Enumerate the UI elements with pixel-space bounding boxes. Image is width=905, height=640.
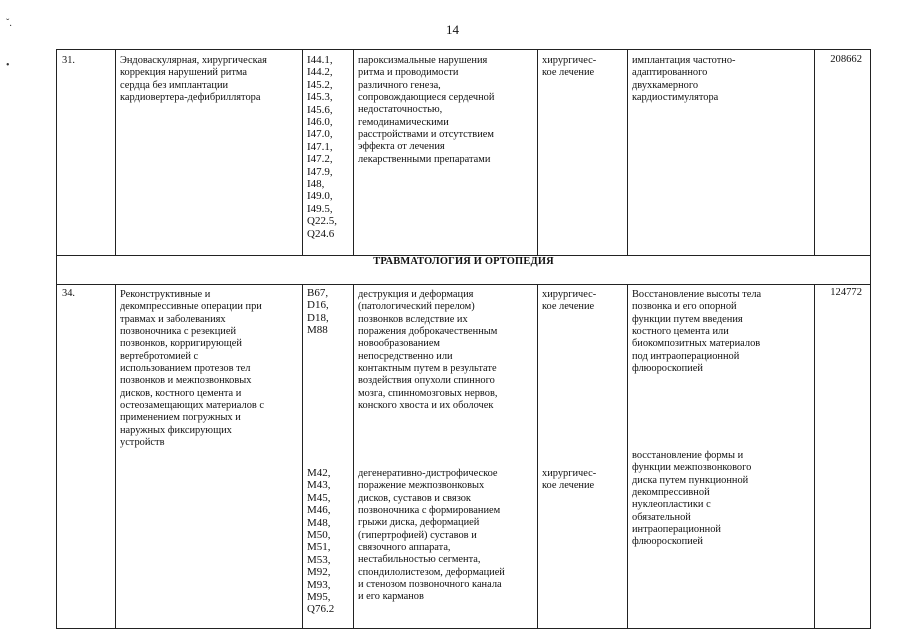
row-divider: [57, 284, 870, 285]
margin-mark: ˇ.: [6, 18, 12, 29]
treatment-type: хирургичес- кое лечение: [542, 289, 597, 313]
margin-mark: •: [6, 60, 10, 71]
service-name: Реконструктивные и декомпрессивные операции при травмах и заболеваниях позвоночника с резекцией позвонков, корригирующей вертебротомией с использованием протезов тел позвонков и межпозвонковых дисков, костного цемента и остеозамещающих материалов с применением погружных и наружных фиксирующих устройств: [120, 289, 265, 449]
table-bottom-border: [57, 628, 870, 629]
column-divider: [302, 284, 303, 628]
column-divider: [814, 284, 815, 628]
column-divider: [537, 50, 538, 255]
patient-condition: пароксизмальные нарушения ритма и проводимости различного генеза, сопровождающиеся сердечной недостаточностью, гемодинамическими расстройствами и отсутствием эффекта от лечения лекарственными препаратами: [358, 55, 495, 165]
column-divider: [353, 50, 354, 255]
cost-value: 208662: [830, 54, 862, 65]
column-divider: [353, 284, 354, 628]
treatment-type: хирургичес- кое лечение: [542, 468, 597, 492]
service-name: Эндоваскулярная, хирургическая коррекция нарушений ритма сердца без имплантации кардиовертера-дефибриллятора: [120, 55, 267, 104]
cost-value: 124772: [830, 287, 862, 298]
row-number: 34.: [62, 288, 75, 299]
services-table: [56, 49, 871, 629]
column-divider: [627, 50, 628, 255]
section-header: ТРАВМАТОЛОГИЯ И ОРТОПЕДИЯ: [373, 256, 554, 267]
column-divider: [302, 50, 303, 255]
column-divider: [627, 284, 628, 628]
patient-condition: деструкция и деформация (патологический перелом) позвонков вследствие их поражения доброкачественным новообразованием непосредственно или контактным путем в результате воздействия опухоли спинного мозга, спинномозговых нервов, конского хвоста и их оболочек: [358, 289, 498, 412]
treatment-method: восстановление формы и функции межпозвонкового диска путем пункционной декомпрессивной нуклеопластики с обязательной интраоперационной флюороскопией: [632, 450, 752, 548]
column-divider: [115, 50, 116, 255]
column-divider: [537, 284, 538, 628]
treatment-method: Восстановление высоты тела позвонка и его опорной функции путем введения костного цемента или биокомпозитных материалов под интраоперационной флюороскопией: [632, 289, 762, 375]
row-number: 31.: [62, 55, 75, 66]
column-divider: [814, 50, 815, 255]
column-divider: [115, 284, 116, 628]
treatment-type: хирургичес- кое лечение: [542, 55, 597, 79]
diagnosis-codes: I44.1, I44.2, I45.2, I45.3, I45.6, I46.0, I47.0, I47.1, I47.2, I47.9, I48, I49.0, I49.5, Q22.5, Q24.6: [307, 54, 337, 240]
treatment-method: имплантация частотно- адаптированного двухкамерного кардиостимулятора: [632, 55, 736, 104]
page-number: 14: [446, 22, 459, 37]
diagnosis-codes: B67, D16, D18, M88: [307, 287, 329, 337]
patient-condition: дегенеративно-дистрофическое поражение межпозвонковых дисков, суставов и связок позвоночника с формированием грыжи диска, деформацией (гипертрофией) суставов и связочного аппарата, нестабильностью сегмента, спондилолистезом, деформацией и стенозом позвоночного канала и его карманов: [358, 468, 505, 603]
diagnosis-codes: M42, M43, M45, M46, M48, M50, M51, M53, M92, M93, M95, Q76.2: [307, 467, 335, 616]
